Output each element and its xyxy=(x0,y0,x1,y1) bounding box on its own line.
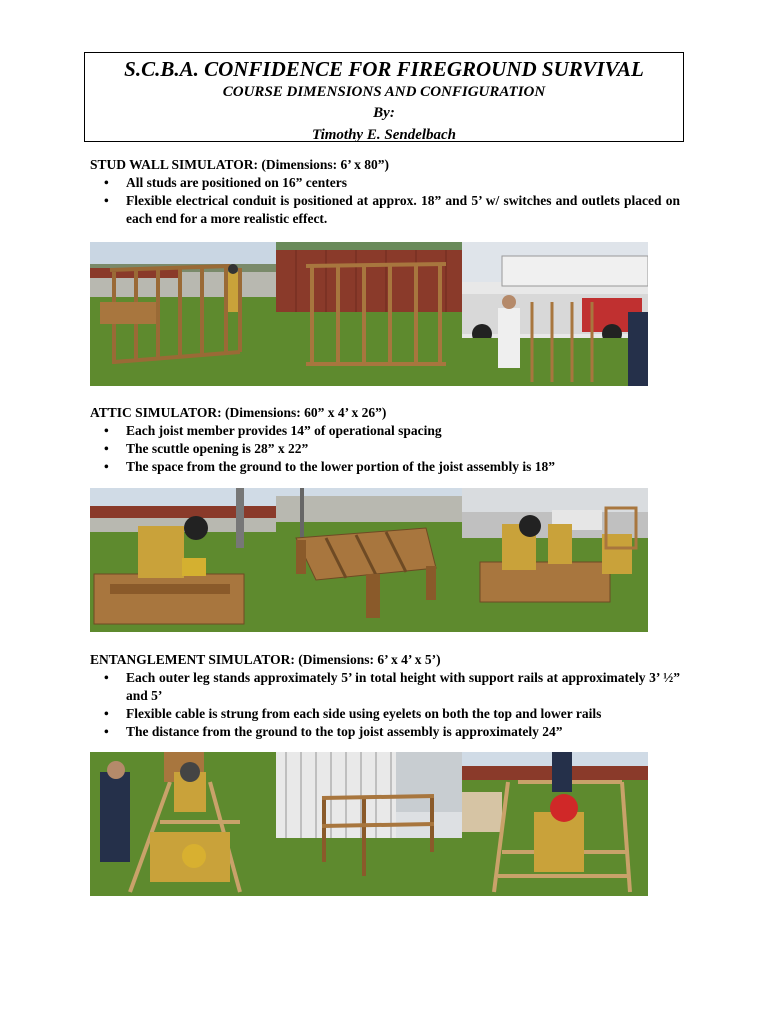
entanglement-photo-3 xyxy=(462,752,648,896)
author-name: Timothy E. Sendelbach xyxy=(311,127,457,143)
bullet-list xyxy=(90,174,680,228)
bullet-item: • Flexible electrical conduit is positioned at approx. 18” and 5’ w/ switches and outlets placed on each end for a more realistic effect. xyxy=(90,192,680,228)
byline-label: By: xyxy=(373,105,395,121)
attic-photo-3 xyxy=(462,488,648,632)
bullet-list xyxy=(90,669,680,741)
attic-section xyxy=(90,404,680,476)
bullet-item: • Each joist member provides 14” of operational spacing xyxy=(90,422,680,440)
attic-photos xyxy=(90,488,648,632)
document-title: S.C.B.A. CONFIDENCE FOR FIREGROUND SURVIVAL xyxy=(124,57,644,81)
bullet-list xyxy=(90,422,680,476)
section-heading: ATTIC SIMULATOR: (Dimensions: 60” x 4’ x 26”) xyxy=(90,405,387,420)
bullet-item: • Each outer leg stands approximately 5’ in total height with support rails at approximately 3’ ½” and 5’ xyxy=(90,669,680,705)
document-subtitle: COURSE DIMENSIONS AND CONFIGURATION xyxy=(222,84,546,100)
stud-wall-section xyxy=(90,156,680,228)
title-box xyxy=(84,52,684,142)
entanglement-section xyxy=(90,651,680,741)
attic-photo-1 xyxy=(90,488,276,632)
entanglement-photo-1 xyxy=(90,752,276,896)
bullet-item: • The scuttle opening is 28” x 22” xyxy=(90,440,680,458)
section-heading: STUD WALL SIMULATOR: (Dimensions: 6’ x 80”) xyxy=(90,157,390,172)
stud-wall-photo-1 xyxy=(90,242,276,386)
stud-wall-photo-3 xyxy=(462,242,648,386)
entanglement-photo-2 xyxy=(276,752,462,896)
bullet-item: • The space from the ground to the lower portion of the joist assembly is 18” xyxy=(90,458,680,476)
bullet-item: • Flexible cable is strung from each side using eyelets on both the top and lower rails xyxy=(90,705,680,723)
attic-photo-2 xyxy=(276,488,462,632)
section-heading: ENTANGLEMENT SIMULATOR: (Dimensions: 6’ x 4’ x 5’) xyxy=(90,652,441,667)
entanglement-photos xyxy=(90,752,648,896)
stud-wall-photo-2 xyxy=(276,242,462,386)
bullet-item: • The distance from the ground to the top joist assembly is approximately 24” xyxy=(90,723,680,741)
stud-wall-photos xyxy=(90,242,648,386)
bullet-item: • All studs are positioned on 16” centers xyxy=(90,174,680,192)
